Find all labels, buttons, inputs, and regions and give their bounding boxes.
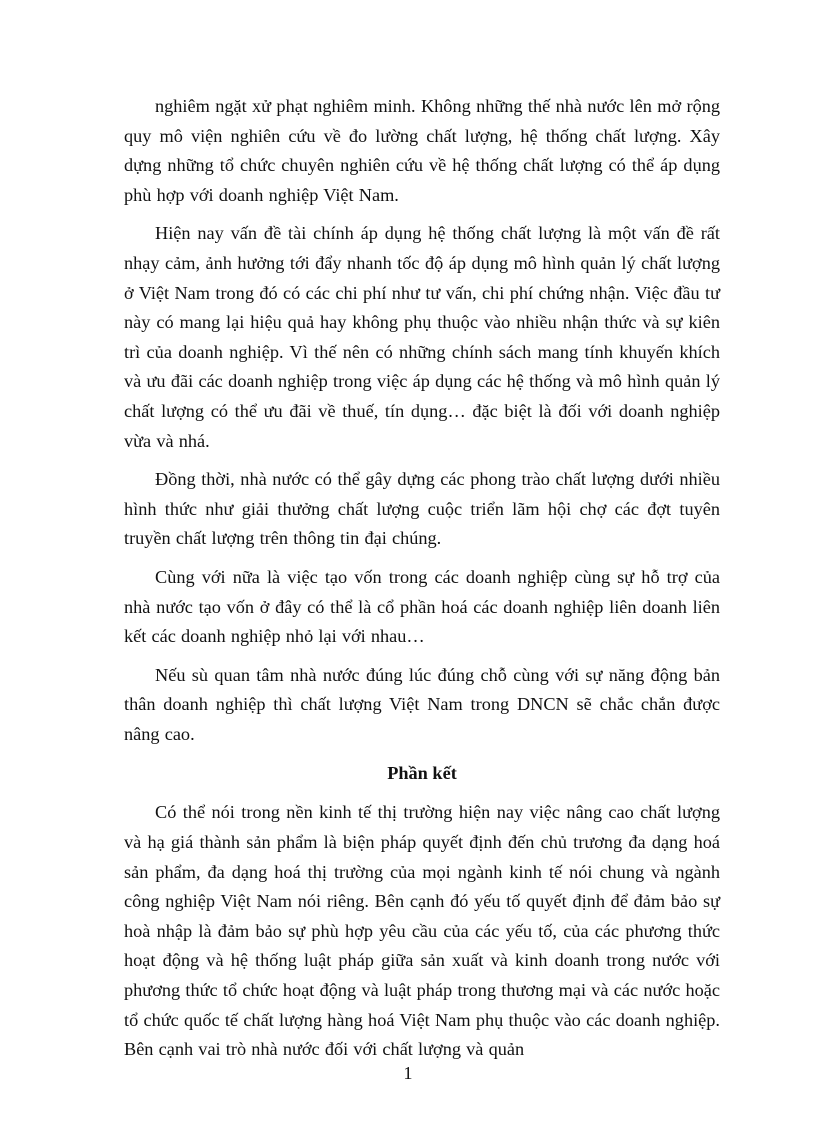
conclusion-paragraph: Có thể nói trong nền kinh tế thị trường hiện nay việc nâng cao chất lượng và hạ giá thành sản phẩm là biện pháp quyết định đến chủ trương đa dạng hoá sản phẩm, đa dạng hoá thị trường của mọi ngành kinh tế nói chung và ngành công nghiệp Việt Nam nói riêng. Bên cạnh đó yếu tố quyết định để đảm bảo sự hoà nhập là đảm bảo sự phù hợp yêu cầu của các yếu tố, của các phương thức hoạt động và hệ thống luật pháp giữa sản xuất và kinh doanh trong nước với phương thức tổ chức hoạt động và luật pháp trong thương mại và các nước hoặc tổ chức quốc tế chất lượng hàng hoá Việt Nam phụ thuộc vào các doanh nghiệp. Bên cạnh vai trò nhà nước đối với chất lượng và quản <box>124 802 720 1060</box>
document-body <box>124 92 720 1065</box>
body-paragraph-2: Hiện nay vấn đề tài chính áp dụng hệ thống chất lượng là một vấn đề rất nhạy cảm, ảnh hưởng tới đẩy nhanh tốc độ áp dụng mô hình quản lý chất lượng ở Việt Nam trong đó có các chi phí như tư vấn, chi phí chứng nhận. Việc đầu tư này có mang lại hiệu quả hay không phụ thuộc vào nhiều nhận thức và sự kiên trì của doanh nghiệp. Vì thế nên có những chính sách mang tính khuyến khích và ưu đãi các doanh nghiệp trong việc áp dụng các hệ thống và mô hình quản lý chất lượng có thể ưu đãi về thuế, tín dụng… đặc biệt là đối với doanh nghiệp vừa và nhá. <box>124 223 720 451</box>
body-paragraph-4: Cùng với nữa là việc tạo vốn trong các doanh nghiệp cùng sự hỗ trợ của nhà nước tạo vốn ở đây có thể là cổ phần hoá các doanh nghiệp liên doanh liên kết các doanh nghiệp nhỏ lại với nhau… <box>124 566 720 647</box>
section-heading: Phần kết <box>387 763 457 784</box>
body-paragraph-1: nghiêm ngặt xử phạt nghiêm minh. Không những thế nhà nước lên mở rộng quy mô viện nghiên cứu về đo lường chất lượng, hệ thống chất lượng. Xây dựng những tổ chức chuyên nghiên cứu về hệ thống chất lượng có thể áp dụng phù hợp với doanh nghiệp Việt Nam. <box>124 96 720 205</box>
body-paragraph-5: Nếu sù quan tâm nhà nước đúng lúc đúng chỗ cùng với sự năng động bản thân doanh nghiệp thì chất lượng Việt Nam trong DNCN sẽ chắc chắn được nâng cao. <box>124 664 720 744</box>
page-number: 1 <box>403 1063 413 1083</box>
body-paragraph-3: Đồng thời, nhà nước có thể gây dựng các phong trào chất lượng dưới nhiều hình thức như giải thưởng chất lượng cuộc triển lãm hội chợ các đợt tuyên truyền chất lượng trên thông tin đại chúng. <box>124 469 720 549</box>
